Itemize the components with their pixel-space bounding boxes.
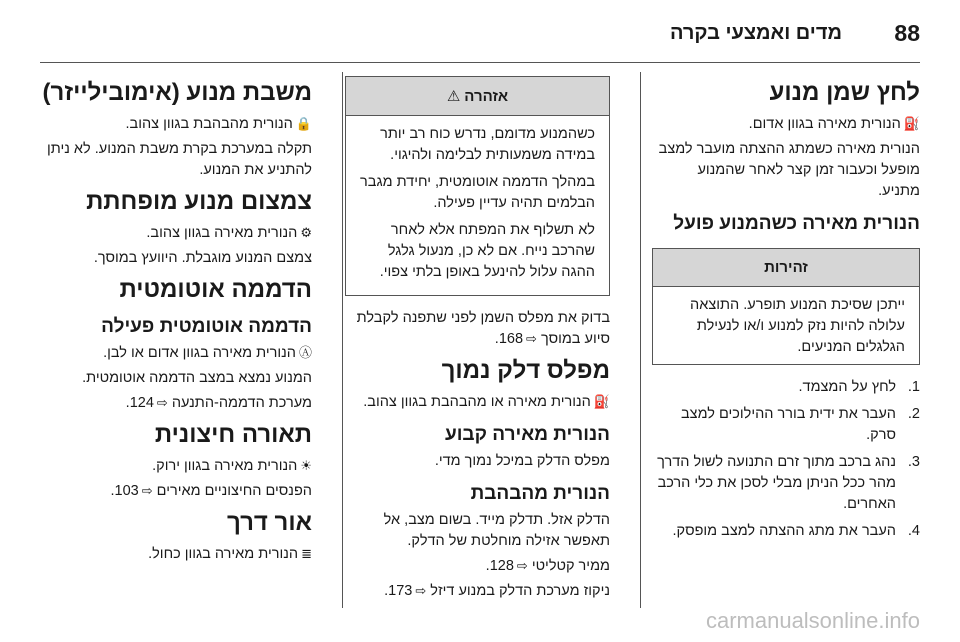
light-icon: ☀ — [300, 459, 312, 474]
heading-autostop: הדממה אוטומטית — [119, 276, 312, 303]
catalytic-ref[interactable]: ממיר קטליטי ⇨128. — [485, 558, 610, 574]
bleed-ref[interactable]: ניקוז מערכת הדלק במנוע דיזל ⇨173. — [384, 583, 610, 599]
steady-desc: מפלס הדלק במיכל נמוך מדי. — [434, 453, 610, 469]
header-rule — [40, 62, 920, 63]
warning-title: אזהרה⚠ — [346, 77, 609, 116]
warning-text: כשהמנוע מדומם, נדרש כוח רב יותר במידה משמעותית לבלימה ולהיגוי. במהלך הדממה אוטומטית, יחידת מגבר הבלמים תהיה עדיין פעילה. לא תשלוף את המפתח אלא לאחר שהרכב נייח. אם לא כן, מנעול גלגל ההגה עלול להינעל באופן בלתי צפוי. — [360, 126, 595, 280]
autostop-desc: המנוע נמצא במצב הדממה אוטומטית. — [82, 370, 312, 386]
ref-arrow-icon: ⇨ — [156, 396, 168, 411]
heading-flash: הנורית מהבהבת — [470, 483, 610, 504]
list-item: 1. לחץ על המצמד. — [798, 379, 920, 395]
autostop-color: Ⓐהנורית מאירה בגוון אדום או לבן. — [103, 345, 312, 361]
fuel-pump-icon: ⛽ — [593, 395, 610, 410]
reduced-color: ⚙הנורית מאירה בגוון צהוב. — [146, 225, 312, 241]
running-title: מדים ואמצעי בקרה — [669, 22, 842, 44]
page-number: 88 — [894, 20, 920, 46]
ref-arrow-icon: ⇨ — [415, 584, 427, 599]
column-left — [40, 72, 312, 569]
low-fuel-desc: ⛽הנורית מאירה או מהבהבת בגוון צהוב. — [363, 394, 610, 410]
watermark: carmanualsonline.info — [705, 608, 920, 633]
heading-high-beam: אור דרך — [226, 509, 312, 536]
column-divider-right — [640, 72, 641, 608]
warning-box — [345, 76, 610, 296]
heading-lit-running: הנורית מאירה כשהמנוע פועל — [673, 213, 920, 234]
power-icon: ⚙ — [300, 226, 312, 241]
high-beam-icon: ≣ — [301, 547, 312, 562]
ref-arrow-icon: ⇨ — [141, 484, 153, 499]
ref-arrow-icon: ⇨ — [516, 559, 528, 574]
caution-title: זהירות — [653, 249, 919, 287]
flash-desc: הדלק אזל. תדלק מייד. בשום מצב, אל תאפשר אזילה מוחלטת של הדלק. — [383, 512, 610, 549]
check-oil-ref[interactable]: בדוק את מפלס השמן לפני שתפנה לקבלת סיוע במוסך ⇨168. — [356, 310, 610, 347]
exterior-color: ☀הנורית מאירה בגוון ירוק. — [152, 458, 312, 474]
lock-icon: 🔒 — [295, 117, 312, 132]
heading-oil-pressure: לחץ שמן מנוע — [769, 79, 920, 106]
heading-reduced-power: צמצום מנוע מופחתת — [86, 188, 312, 215]
steps-list — [652, 377, 920, 542]
column-divider-left — [342, 72, 343, 608]
oil-can-icon: ⛽ — [903, 117, 920, 132]
autostop-icon: Ⓐ — [298, 346, 312, 361]
list-item: 3. נהג ברכב מתוך זרם התנועה לשול הדרך מהר ככל הניתן מבלי לסכן את כלי הרכב האחרים. — [657, 454, 920, 512]
autostop-ref[interactable]: מערכת הדממה-התנעה ⇨124. — [125, 395, 312, 411]
heading-autostop-active: הדממה אוטומטית פעילה — [101, 316, 312, 337]
immobilizer-desc: תקלה במערכת בקרת משבת המנוע. לא ניתן להתניע את המנוע. — [47, 141, 312, 178]
page-header — [0, 0, 960, 64]
warning-icon: ⚠ — [446, 87, 461, 105]
caution-text: ייתכן שסיכת המנוע תופרע. התוצאה עלולה להיות נזק למנוע ו/או לנעילת הגלגלים המניעים. — [690, 297, 905, 355]
oil-pressure-desc: הנורית מאירה כשמתג ההצתה מועבר למצב מופעל וכעבור זמן קצר לאחר שהמנוע מתניע. — [658, 141, 920, 199]
ref-arrow-icon: ⇨ — [526, 332, 537, 347]
caution-box — [652, 248, 920, 365]
heading-steady: הנורית מאירה קבוע — [444, 424, 610, 445]
list-item: 2. העבר את ידית בורר ההילוכים למצב סרק. — [681, 406, 920, 443]
reduced-desc: צמצם המנוע מוגבלת. היוועץ במוסך. — [93, 250, 312, 266]
column-right — [652, 72, 920, 548]
immobilizer-color: 🔒הנורית מהבהבת בגוון צהוב. — [125, 116, 312, 132]
column-middle — [345, 72, 610, 606]
heading-exterior-light: תאורה חיצונית — [154, 421, 312, 448]
heading-immobilizer: משבת מנוע (אימובילייזר) — [42, 79, 312, 106]
oil-pressure-color: ⛽הנורית מאירה בגוון אדום. — [748, 116, 920, 132]
list-item: 4. העבר את מתג ההצתה למצב מופסק. — [672, 523, 920, 539]
exterior-ref[interactable]: הפנסים החיצוניים מאירים ⇨103. — [110, 483, 312, 499]
high-beam-color: ≣הנורית מאירה בגוון כחול. — [148, 546, 312, 562]
heading-low-fuel: מפלס דלק נמוך — [441, 357, 610, 384]
